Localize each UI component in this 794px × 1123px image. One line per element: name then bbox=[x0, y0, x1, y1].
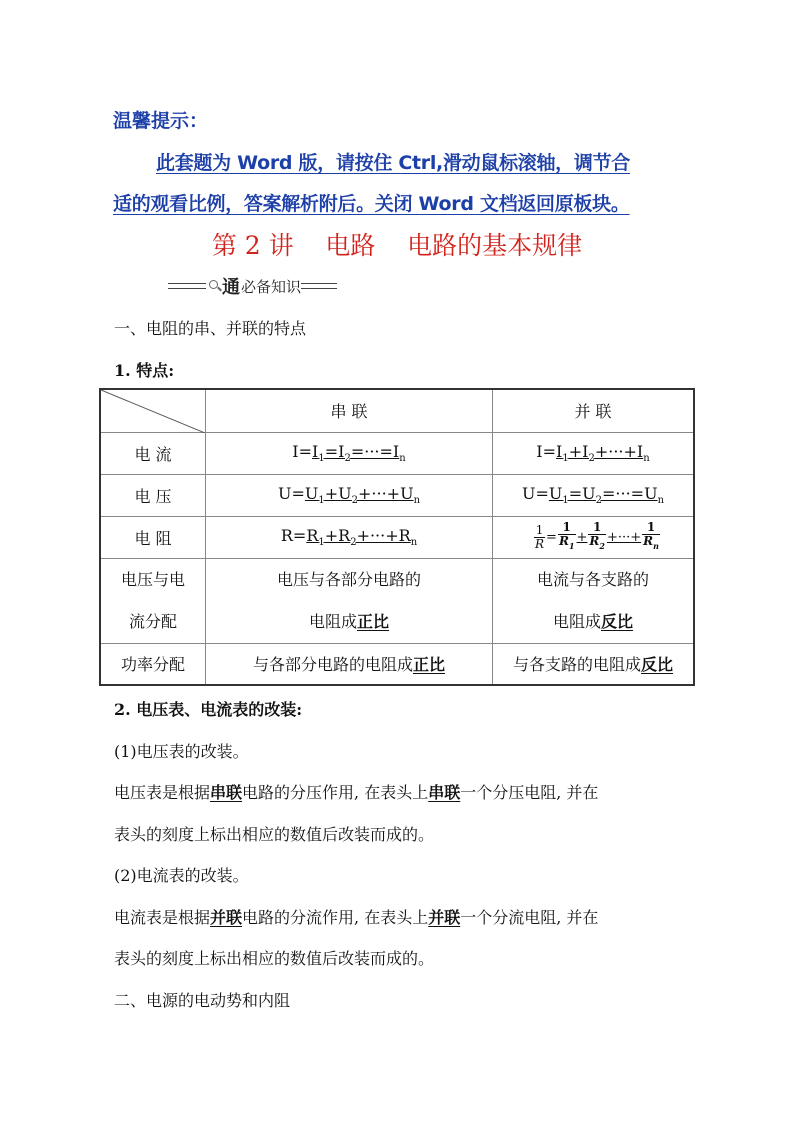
parallel-distribution: 电流与各支路的 电阻成反比 bbox=[493, 558, 695, 643]
tag-rule-left bbox=[168, 283, 206, 289]
row-label-current: 电 流 bbox=[100, 432, 206, 474]
series-distribution: 电压与各部分电路的 电阻成正比 bbox=[206, 558, 493, 643]
series-power: 与各部分电路的电阻成正比 bbox=[206, 643, 493, 685]
answer-inverse: 反比 bbox=[601, 611, 634, 631]
section-tag-label: 必备知识 bbox=[241, 277, 302, 296]
tip-title: 温馨提示： bbox=[113, 110, 209, 132]
section-tag-char: 通 bbox=[222, 277, 240, 298]
parallel-current-formula: $I=I_1+I_2+\cdot\cdot\cdot+I_n$ bbox=[493, 432, 695, 474]
voltmeter-line-2: 表头的刻度上标出相应的数值后改装而成的。 bbox=[114, 825, 435, 844]
part2-heading: 2. 电压表、电流表的改装: bbox=[114, 700, 303, 719]
ammeter-line-2: 表头的刻度上标出相应的数值后改装而成的。 bbox=[114, 949, 435, 968]
ammeter-line-1: 电流表是根据并联电路的分流作用, 在表头上并联一个分流电阻, 并在 bbox=[114, 908, 599, 927]
tag-rule-right bbox=[301, 283, 337, 289]
part3-heading: 二、电源的电动势和内阻 bbox=[114, 991, 291, 1010]
part1-sub-heading: 1. 特点: bbox=[114, 361, 175, 380]
series-current-formula: $I=I_1=I_2=\cdot\cdot\cdot=I_n$ bbox=[206, 432, 493, 474]
header-parallel: 并 联 bbox=[493, 389, 695, 432]
voltmeter-title: (1)电压表的改装。 bbox=[114, 742, 249, 761]
parallel-power: 与各支路的电阻成反比 bbox=[493, 643, 695, 685]
answer-power-series: 正比 bbox=[413, 655, 446, 675]
resistor-comparison-table bbox=[99, 388, 695, 686]
voltmeter-line-1: 电压表是根据串联电路的分压作用, 在表头上串联一个分压电阻, 并在 bbox=[114, 783, 599, 802]
row-label-resistance: 电 阻 bbox=[100, 516, 206, 558]
answer-proportional: 正比 bbox=[357, 611, 390, 631]
series-resistance-formula: $R=R_1+R_2+\cdot\cdot\cdot+R_n$ bbox=[206, 516, 493, 558]
diagonal-header-cell bbox=[100, 389, 206, 432]
parallel-resistance-formula: $\frac{1}{R}$ = $\frac{1}{R_1}$ + $\frac{1}{R_2}$ +···+ $\frac{1}{R_n}$ bbox=[493, 516, 695, 558]
tip-line-2: 适的观看比例，答案解析附后。关闭 Word 文档返回原板块。 bbox=[113, 193, 630, 215]
header-series: 串 联 bbox=[206, 389, 493, 432]
lesson-title: 第 2 讲 电路 电路的基本规律 bbox=[211, 231, 583, 260]
section-tag bbox=[168, 273, 337, 299]
parallel-voltage-formula: $U=U_1=U_2=\cdot\cdot\cdot=U_n$ bbox=[493, 474, 695, 516]
tip-line-1: 此套题为 Word 版，请按住 Ctrl,滑动鼠标滚轴，调节合 bbox=[156, 152, 630, 174]
row-label-voltage: 电 压 bbox=[100, 474, 206, 516]
row-label-power: 功率分配 bbox=[100, 643, 206, 685]
part1-heading: 一、电阻的串、并联的特点 bbox=[114, 319, 307, 338]
diagonal-line bbox=[101, 390, 205, 433]
magnifier-icon bbox=[209, 280, 221, 292]
row-label-distribution: 电压与电 流分配 bbox=[100, 558, 206, 643]
series-voltage-formula: $U=U_1+U_2+\cdot\cdot\cdot+U_n$ bbox=[206, 474, 493, 516]
answer-power-parallel: 反比 bbox=[641, 655, 674, 675]
ammeter-title: (2)电流表的改装。 bbox=[114, 866, 249, 885]
